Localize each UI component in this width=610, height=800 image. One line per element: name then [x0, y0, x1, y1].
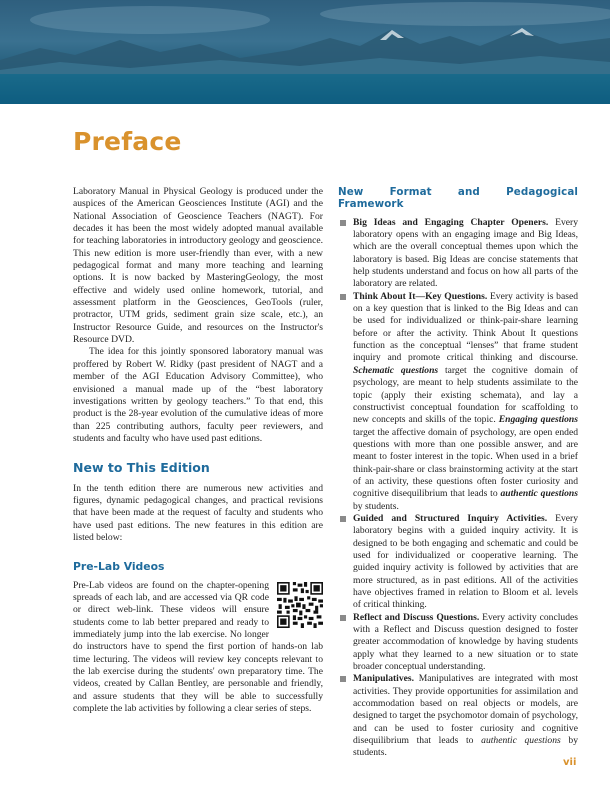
item-text: target the affective domain of psychology, are open ended questions with more than one possible answer, and are meant to foster interest in the topic. When used in a brief think-pair-share or class brainstorming activity at the start of an activity, these questions often foster curiosity and cognitive disequilibrium that leads to: [353, 426, 578, 500]
format-heading: New Format and Pedagogical Framework: [338, 186, 578, 211]
square-bullet-icon: [340, 676, 346, 682]
emphasis-term: Schematic questions: [353, 364, 439, 376]
new-edition-paragraph: In the tenth edition there are numerous new activities and figures, dynamic pedagogical changes, and practical revisions that have been made at the request of faculty and students who have used past editions. The new features in this edition are listed below:: [73, 482, 323, 543]
page-number: vii: [563, 757, 577, 768]
banner-water-strip: [0, 74, 610, 104]
list-item: [338, 612, 578, 674]
square-bullet-icon: [340, 516, 346, 522]
square-bullet-icon: [340, 615, 346, 621]
item-text: target the cognitive domain of psychology, are meant to help students assimilate to the topic (apply their existing schemata), and lay a constructivist conceptual foundation for scaffolding to new concepts and skills of the topic.: [353, 364, 578, 426]
square-bullet-icon: [340, 220, 346, 226]
header-banner-image: [0, 0, 610, 104]
item-text: by students.: [353, 735, 578, 759]
item-lead: Guided and Structured Inquiry Activities.: [353, 512, 548, 524]
item-lead: Reflect and Discuss Questions.: [353, 611, 480, 623]
list-item: [338, 513, 578, 612]
item-text: Every activity is based on a key question that is linked to the Big Ideas and can be used for individualized or think-pair-share learning before or after the activity. Think About It questions function as the conceptual “lenses” that frame student inquiry and promote critical thinking and discourse.: [353, 290, 578, 364]
item-text: Every laboratory begins with a guided inquiry activity. It is designed to be both engaging and schematic and could be used for individualized or cooperative learning. The guided inquiry activity is followed by activities that are more structured, as in past editions. All of the activities have objectives framed in relation to Bloom et al. levels of critical thinking.: [353, 512, 578, 611]
list-item: [338, 291, 578, 513]
emphasis-term: authentic questions: [481, 735, 561, 747]
prelab-paragraph: Pre-Lab videos are found on the chapter-opening spreads of each lab, and are accessed via QR code or direct web-link. These videos will ensure students come to lab better prepared and ready to immediately jump into the lab exercise. No longer do instructors have to spend the first portion of hands-on lab time lecturing. The videos will review key concepts relevant to the lab exercise during the students' own preparatory time. The videos, created by Callan Bentley, are personable and friendly, and assure students that they will be able to successfully complete the lab activities by following a clear series of steps.: [73, 579, 323, 715]
item-lead: Think About It—Key Questions.: [353, 290, 488, 302]
list-item: [338, 217, 578, 291]
intro-paragraph-1: Laboratory Manual in Physical Geology is produced under the auspices of the American Geosciences Institute (AGI) and the National Association of Geoscience Teachers (NAGT). For decades it has been the most widely adopted manual available for teaching laboratories in introductory geology and geoscience. This new edition is more user-friendly than ever, with a new pedagogical format and many more teaching and learning options. It is now backed by MasteringGeology, the most effective and widely used online homework, tutorial, and assessment platform in the Geosciences, GeoTools (ruler, protractor, UTM grids, sediment grain size scale, etc.), an Instructor Resource Guide, and resources on the Instructor's Resource DVD.: [73, 186, 323, 346]
qr-code-icon[interactable]: [277, 582, 323, 628]
item-text: Every laboratory opens with an engaging image and Big Ideas, which are the overall conceptual themes upon which the laboratory is based. Big Ideas are concise statements that help students understand and focus on how all parts of the laboratory are related.: [353, 216, 579, 290]
item-lead: Big Ideas and Engaging Chapter Openers.: [353, 216, 549, 228]
page-title: Preface: [73, 127, 182, 156]
item-text: by students.: [353, 500, 399, 512]
prelab-heading: Pre-Lab Videos: [73, 560, 165, 574]
right-column: [338, 186, 578, 760]
feature-list: [338, 217, 578, 760]
emphasis-term: Engaging questions: [498, 414, 578, 426]
square-bullet-icon: [340, 294, 346, 300]
left-column: [73, 186, 323, 715]
item-lead: Manipulatives.: [353, 673, 415, 685]
item-text: Manipulatives are integrated with most activities. They provide opportunities for assimilation and accommodation based on real objects or models, are designed to target the psychomotor domain of psychology, and can be used to foster curiosity and cognitive disequilibrium that leads to: [353, 673, 578, 747]
new-edition-heading: New to This Edition: [73, 460, 210, 476]
item-text: Every activity concludes with a Reflect and Discuss question designed to foster greater accommodation of knowledge by having students apply what they learned to a new situation or to state broader conceptual understanding.: [353, 611, 578, 673]
emphasis-term: authentic questions: [500, 488, 578, 500]
intro-paragraph-2: The idea for this jointly sponsored laboratory manual was proffered by Robert W. Ridky (past president of NAGT and a member of the AGI Education Advisory Committee), who envisioned a manual made up of the “best laboratory investigations written by geology teachers.” To that end, this product is the 28-year evolution of the cumulative ideas of more than 225 contributing authors, faculty peer reviewers, and students and faculty who have used past editions.: [73, 346, 323, 444]
list-item: [338, 673, 578, 759]
